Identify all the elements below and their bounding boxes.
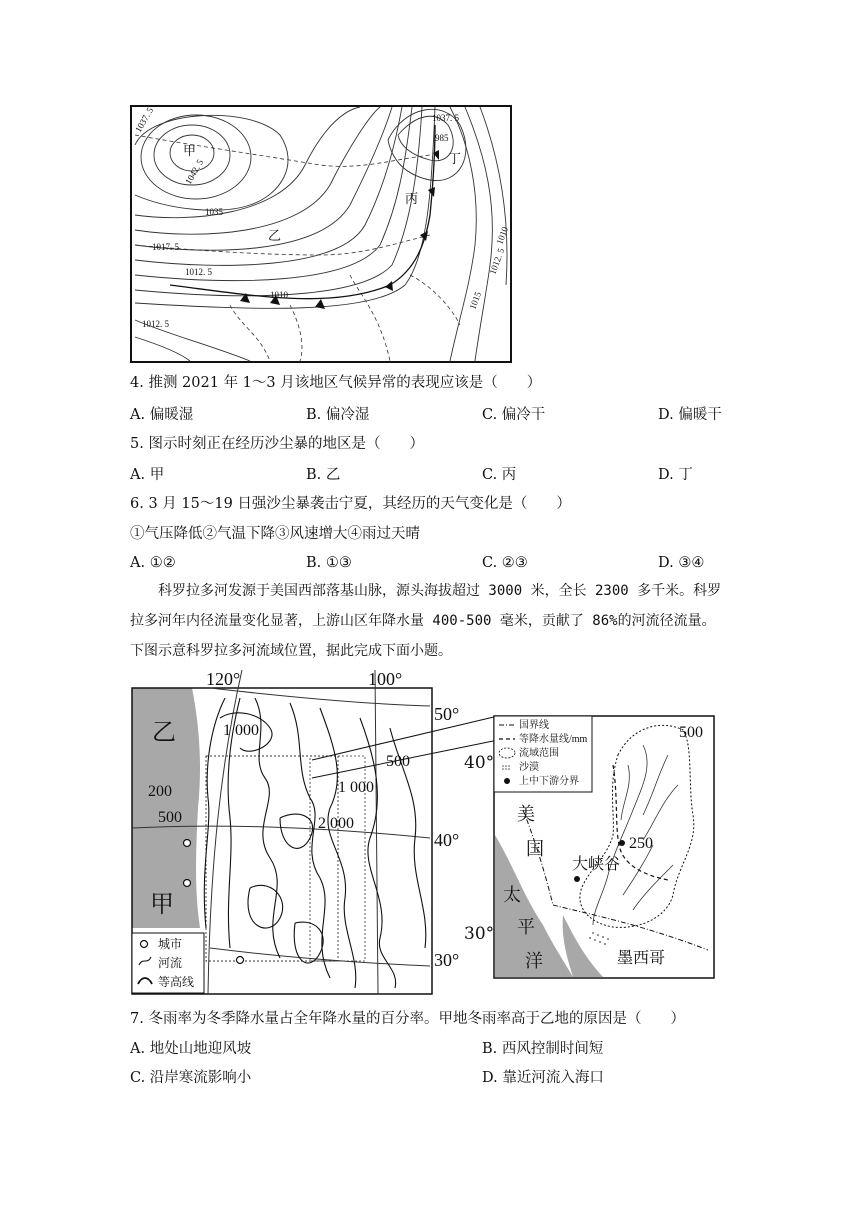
iso-1015: 1015 bbox=[467, 290, 484, 311]
pacific-label-2: 平 bbox=[517, 917, 535, 937]
passage-line-2: 拉多河年内径流量变化显著，上游山区年降水量 400-500 毫米，贡献了 86%的河流径流量。 bbox=[130, 613, 716, 629]
iso-1037-5: 1037. 5 bbox=[133, 105, 156, 134]
iso-1017-5: 1017. 5 bbox=[152, 242, 179, 252]
q7-option-a: A. 地处山地迎风坡 bbox=[130, 1041, 252, 1057]
iso-1012-5-b: 1012. 5 bbox=[142, 319, 169, 329]
precip-200: 200 bbox=[148, 783, 172, 800]
iso-1035: 1035 bbox=[205, 207, 223, 217]
isohyet-250: 250 bbox=[629, 835, 653, 852]
q6-option-b: B. ①③ bbox=[306, 555, 352, 571]
map1-label-yi: 乙 bbox=[268, 228, 282, 243]
q5-option-a: A. 甲 bbox=[130, 467, 165, 483]
legend-section-boundary: 上中下游分界 bbox=[519, 776, 579, 787]
q7-option-c: C. 沿岸寒流影响小 bbox=[130, 1070, 252, 1086]
iso-1037-5-top: 1037. 5 bbox=[432, 113, 459, 123]
precip-500-a: 500 bbox=[386, 753, 410, 770]
iso-1012-5-c: 1012. 5 bbox=[487, 246, 507, 276]
legend-river: 河流 bbox=[158, 956, 183, 970]
contour-1000-b: 1 000 bbox=[338, 779, 374, 796]
q6-option-a: A. ①② bbox=[130, 555, 176, 571]
q4-stem: 4. 推测 2021 年 1～3 月该地区气候异常的表现应该是（ ） bbox=[130, 375, 542, 391]
iso-1010-b: 1010 bbox=[494, 225, 511, 246]
map3-lat-40: 40° bbox=[464, 753, 495, 773]
pacific-label-3: 洋 bbox=[525, 951, 543, 971]
legend-border: 国界线 bbox=[519, 720, 549, 731]
mexico-label: 墨西哥 bbox=[617, 950, 666, 967]
isohyet-500: 500 bbox=[679, 724, 703, 741]
map2-label-jia: 甲 bbox=[150, 892, 174, 918]
legend-contour: 等高线 bbox=[158, 975, 195, 989]
lat-50: 50° bbox=[434, 704, 460, 724]
legend-isohyet: 等降水量线/mm bbox=[519, 734, 588, 745]
passage-line-3: 下图示意科罗拉多河流域位置，据此完成下面小题。 bbox=[130, 643, 452, 659]
q5-stem: 5. 图示时刻正在经历沙尘暴的地区是（ ） bbox=[130, 436, 424, 452]
iso-1012-5-a: 1012. 5 bbox=[185, 267, 212, 277]
usa-label-2: 国 bbox=[526, 839, 544, 859]
q4-option-a: A. 偏暖湿 bbox=[130, 407, 194, 423]
precip-500-b: 500 bbox=[158, 809, 182, 826]
grand-canyon-label: 大峡谷 bbox=[572, 856, 621, 873]
usa-label-1: 美 bbox=[517, 804, 535, 824]
map2-label-yi: 乙 bbox=[152, 720, 176, 746]
weather-map bbox=[130, 105, 512, 363]
lat-40: 40° bbox=[434, 830, 460, 850]
colorado-basin-map bbox=[493, 715, 715, 979]
map1-label-ding: 丁 bbox=[448, 151, 462, 166]
q7-stem: 7. 冬雨率为冬季降水量占全年降水量的百分率。甲地冬雨率高于乙地的原因是（ ） bbox=[130, 1011, 685, 1027]
pacific-label-1: 太 bbox=[503, 885, 521, 905]
q6-statements: ①气压降低②气温下降③风速增大④雨过天晴 bbox=[130, 526, 420, 542]
legend-basin: 流域范围 bbox=[519, 748, 559, 759]
q4-option-c: C. 偏冷干 bbox=[482, 407, 546, 423]
lat-30: 30° bbox=[434, 950, 460, 970]
iso-1010-a: 1010 bbox=[270, 290, 288, 300]
q6-option-d: D. ③④ bbox=[658, 555, 705, 571]
q6-stem: 6. 3 月 15～19 日强沙尘暴袭击宁夏，其经历的天气变化是（ ） bbox=[130, 496, 571, 512]
iso-1042-5: 1042. 5 bbox=[183, 157, 206, 186]
q5-option-b: B. 乙 bbox=[306, 467, 341, 483]
map1-label-jia: 甲 bbox=[183, 143, 197, 158]
q7-option-b: B. 西风控制时间短 bbox=[482, 1041, 604, 1057]
q4-option-b: B. 偏冷湿 bbox=[306, 407, 370, 423]
iso-985: 985 bbox=[435, 133, 449, 143]
q6-option-c: C. ②③ bbox=[482, 555, 528, 571]
q4-option-d: D. 偏暖干 bbox=[658, 407, 722, 423]
map1-label-bing: 丙 bbox=[405, 191, 419, 206]
legend-city: 城市 bbox=[158, 937, 183, 951]
contour-2000: 2 000 bbox=[318, 815, 354, 832]
map3-lat-30: 30° bbox=[464, 924, 495, 944]
lon-100: 100° bbox=[368, 669, 403, 689]
legend-desert: 沙漠 bbox=[519, 762, 539, 773]
lon-120: 120° bbox=[206, 669, 241, 689]
contour-1000-a: 1 000 bbox=[223, 722, 259, 739]
q5-option-c: C. 丙 bbox=[482, 467, 517, 483]
q5-option-d: D. 丁 bbox=[658, 467, 693, 483]
passage-line-1: 科罗拉多河发源于美国西部落基山脉，源头海拔超过 3000 米，全长 2300 多千米。科罗 bbox=[158, 583, 722, 599]
q7-option-d: D. 靠近河流入海口 bbox=[482, 1070, 604, 1086]
